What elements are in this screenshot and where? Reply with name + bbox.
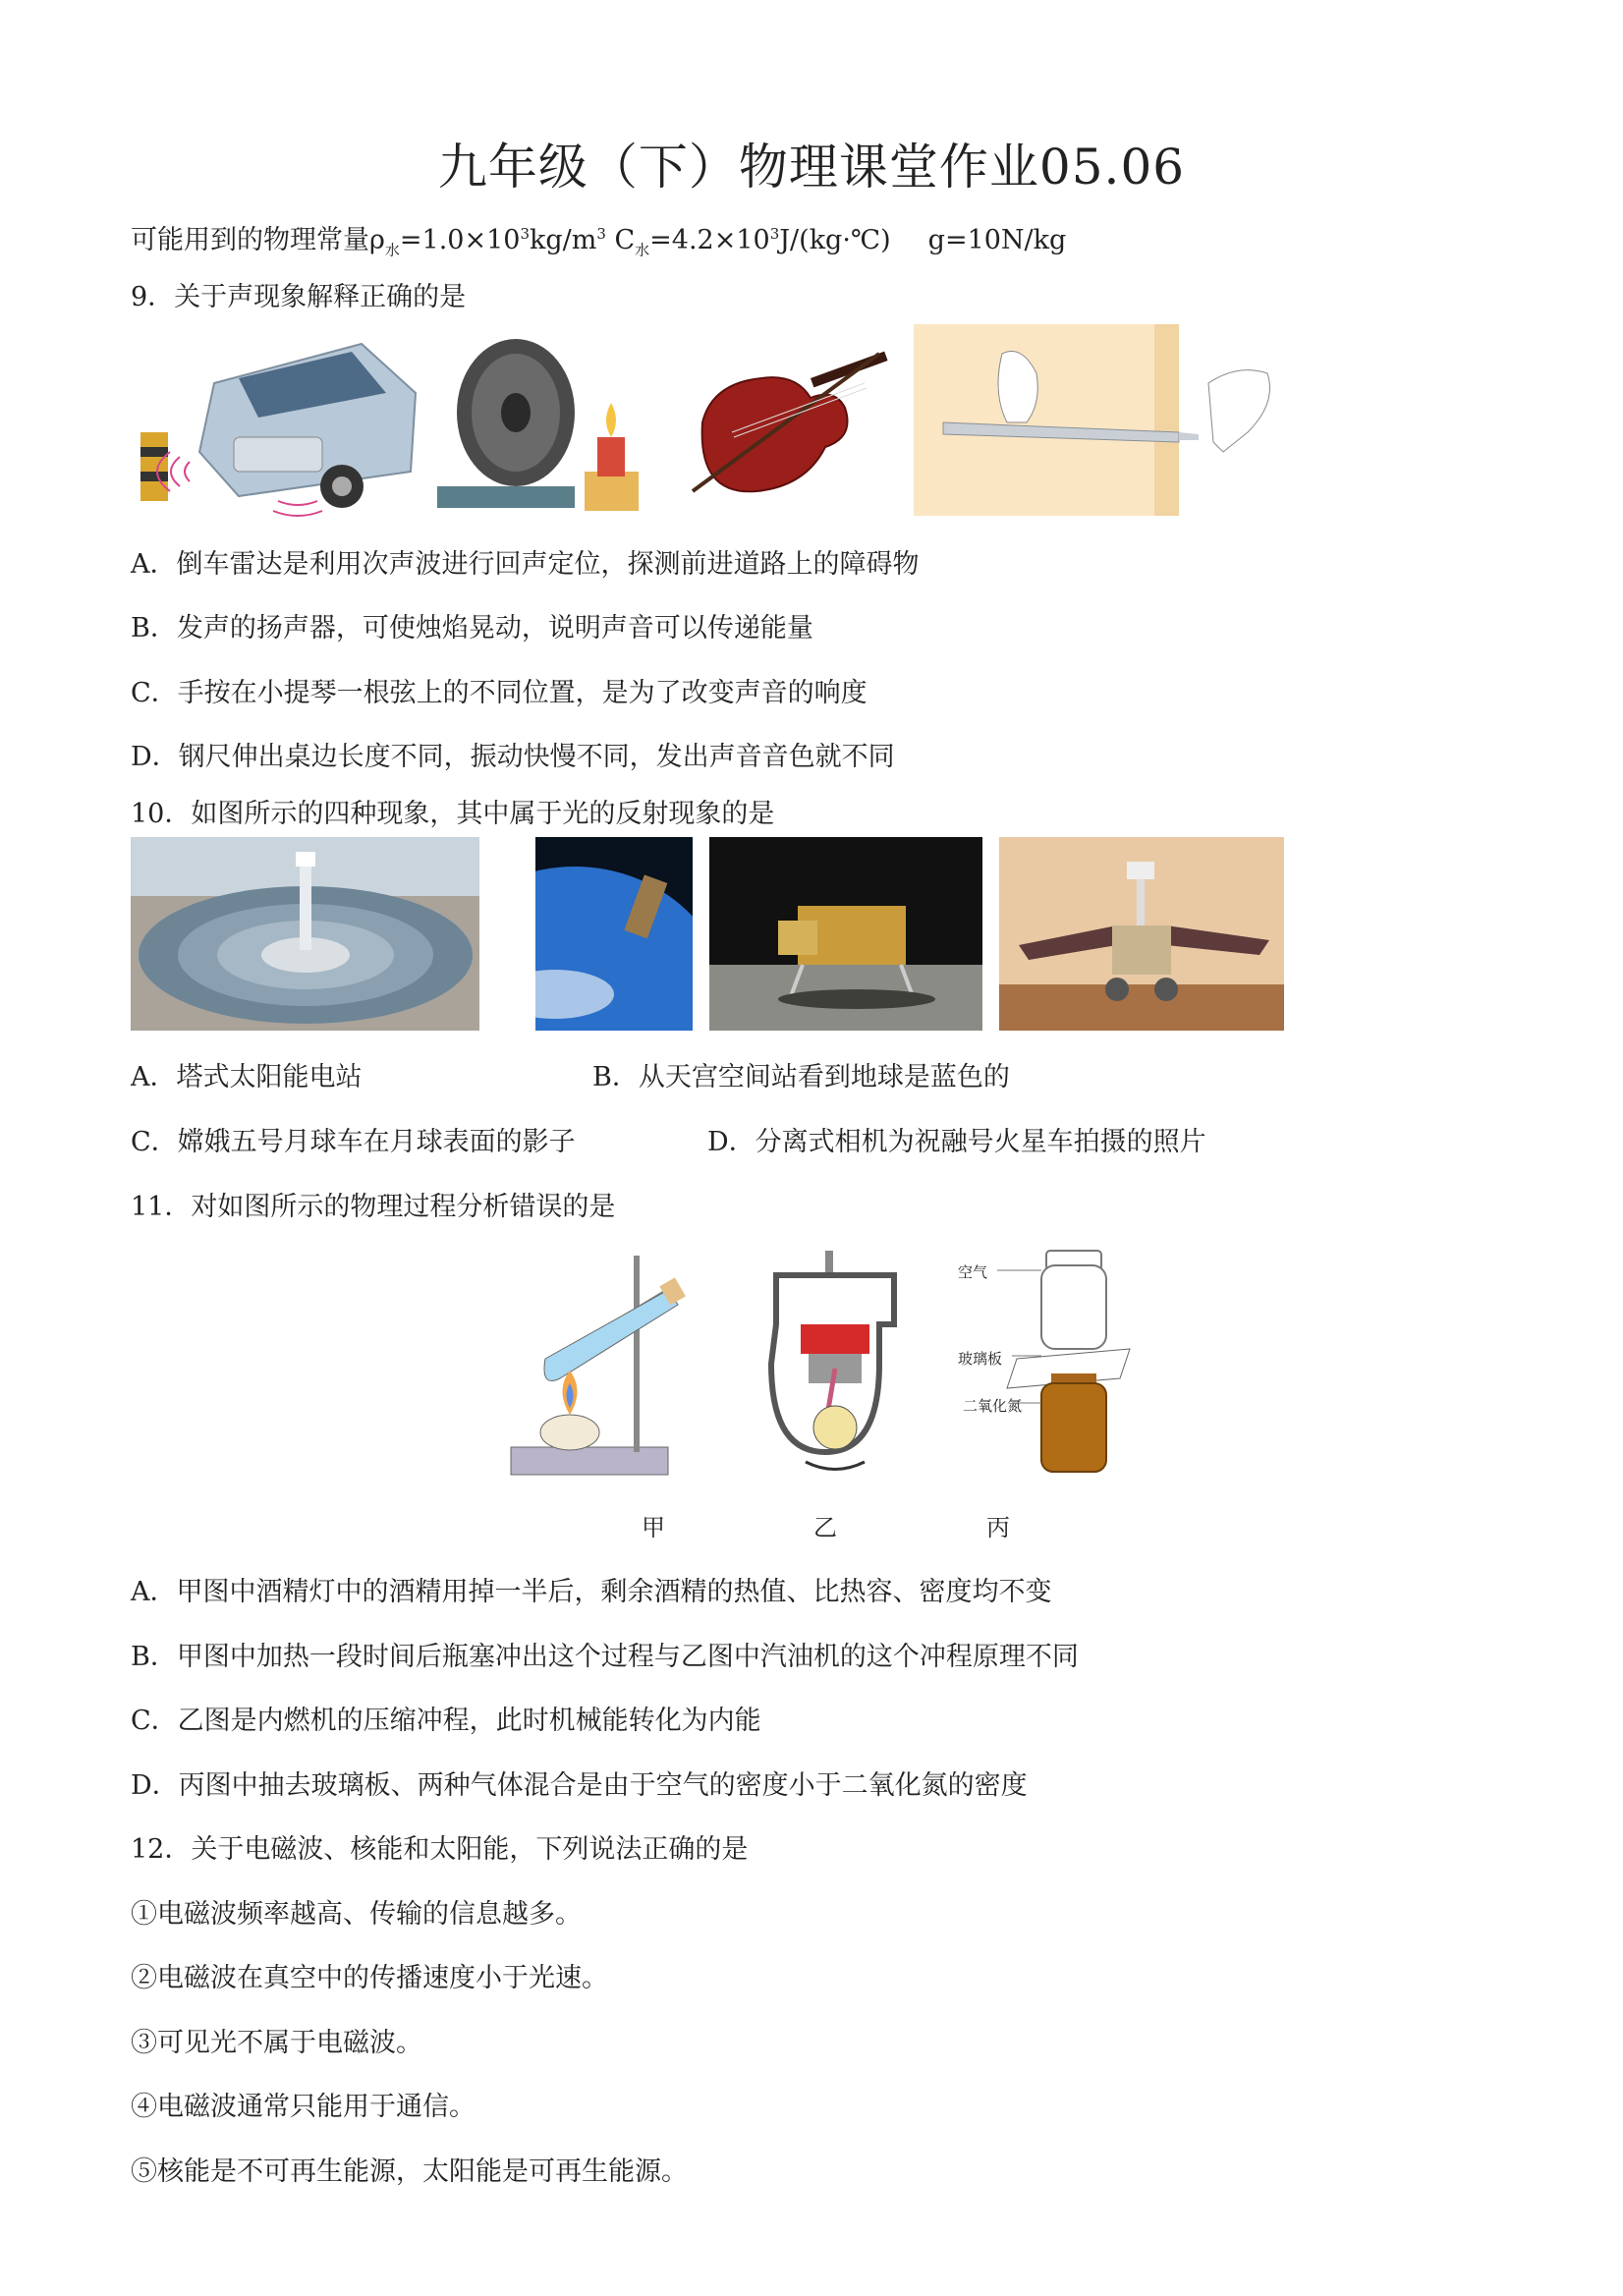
q9-figure-speaker-candle — [432, 324, 648, 521]
rho-value: =1.0×10 — [399, 225, 521, 255]
q9-option-c: C．手按在小提琴一根弦上的不同位置，是为了改变声音的响度 — [131, 678, 867, 708]
q10-stem: 10．如图所示的四种现象，其中属于光的反射现象的是 — [131, 799, 775, 829]
q12-stem: 12．关于电磁波、核能和太阳能，下列说法正确的是 — [131, 1834, 749, 1865]
q10-option-c: C．嫦娥五号月球车在月球表面的影子 — [131, 1127, 576, 1157]
q9-figure-steel-ruler — [914, 324, 1297, 516]
c-subscript: 水 — [635, 241, 650, 259]
rho-subscript: 水 — [384, 241, 400, 259]
q11-option-c: C．乙图是内燃机的压缩冲程，此时机械能转化为内能 — [131, 1706, 761, 1736]
c-symbol: C — [605, 225, 636, 255]
c-unit: J/(kg·℃) — [779, 225, 891, 255]
q12-item-4: ④电磁波通常只能用于通信。 — [131, 2092, 476, 2122]
rho-unit-exponent: 3 — [596, 225, 606, 243]
q10-figure-earth-from-station — [535, 837, 693, 1031]
q11-option-d: D．丙图中抽去玻璃板、两种气体混合是由于空气的密度小于二氧化氮的密度 — [131, 1770, 1028, 1801]
q12-item-5: ⑤核能是不可再生能源，太阳能是可再生能源。 — [131, 2156, 688, 2187]
rho-symbol: ρ — [369, 225, 385, 255]
constants-prefix: 可能用到的物理常量 — [131, 225, 369, 255]
q10-figure-mars-rover — [999, 837, 1284, 1031]
q9-option-b: B．发声的扬声器，可使烛焰晃动，说明声音可以传递能量 — [131, 613, 813, 644]
q11-stem: 11．对如图所示的物理过程分析错误的是 — [131, 1192, 616, 1222]
constants-line — [131, 218, 1066, 259]
q10-option-d: D．分离式相机为祝融号火星车拍摄的照片 — [707, 1127, 1206, 1157]
rho-unit: kg/m — [529, 225, 597, 255]
label-nitrogen-dioxide: 二氧化氮 — [963, 1397, 1023, 1415]
q9-figure-violin — [673, 324, 899, 521]
q12-item-3: ③可见光不属于电磁波。 — [131, 2028, 422, 2058]
q11-figure-jia-test-tube — [506, 1246, 702, 1482]
rho-exponent: 3 — [520, 225, 530, 243]
c-exponent: 3 — [769, 225, 780, 243]
label-glass-plate: 玻璃板 — [958, 1350, 1003, 1368]
q10-option-a: A．塔式太阳能电站 — [131, 1062, 363, 1092]
label-air: 空气 — [958, 1263, 988, 1281]
q10-figure-solar-tower — [131, 837, 479, 1031]
q12-item-1: ①电磁波频率越高、传输的信息越多。 — [131, 1899, 582, 1930]
c-value: =4.2×10 — [649, 225, 770, 255]
q11-option-b: B．甲图中加热一段时间后瓶塞冲出这个过程与乙图中汽油机的这个冲程原理不同 — [131, 1642, 1079, 1672]
label-yi: 乙 — [813, 1514, 837, 1541]
q12-item-2: ②电磁波在真空中的传播速度小于光速。 — [131, 1963, 608, 1993]
q9-figure-car-radar — [131, 324, 430, 521]
label-jia: 甲 — [642, 1514, 665, 1541]
q11-figure-yi-engine — [761, 1246, 909, 1482]
q9-stem: 9．关于声现象解释正确的是 — [131, 282, 467, 312]
q9-option-d: D．钢尺伸出桌边长度不同，振动快慢不同，发出声音音色就不同 — [131, 742, 895, 772]
q10-figure-moon-lander — [709, 837, 982, 1031]
q9-option-a: A．倒车雷达是利用次声波进行回声定位，探测前进道路上的障碍物 — [131, 549, 920, 580]
q10-option-b: B．从天宫空间站看到地球是蓝色的 — [592, 1062, 1010, 1092]
q11-option-a: A．甲图中酒精灯中的酒精用掉一半后，剩余酒精的热值、比热容、密度均不变 — [131, 1577, 1052, 1607]
page-title: 九年级（下）物理课堂作业05.06 — [437, 139, 1186, 196]
label-bing: 丙 — [986, 1514, 1010, 1541]
g-constant: g=10N/kg — [927, 225, 1067, 255]
